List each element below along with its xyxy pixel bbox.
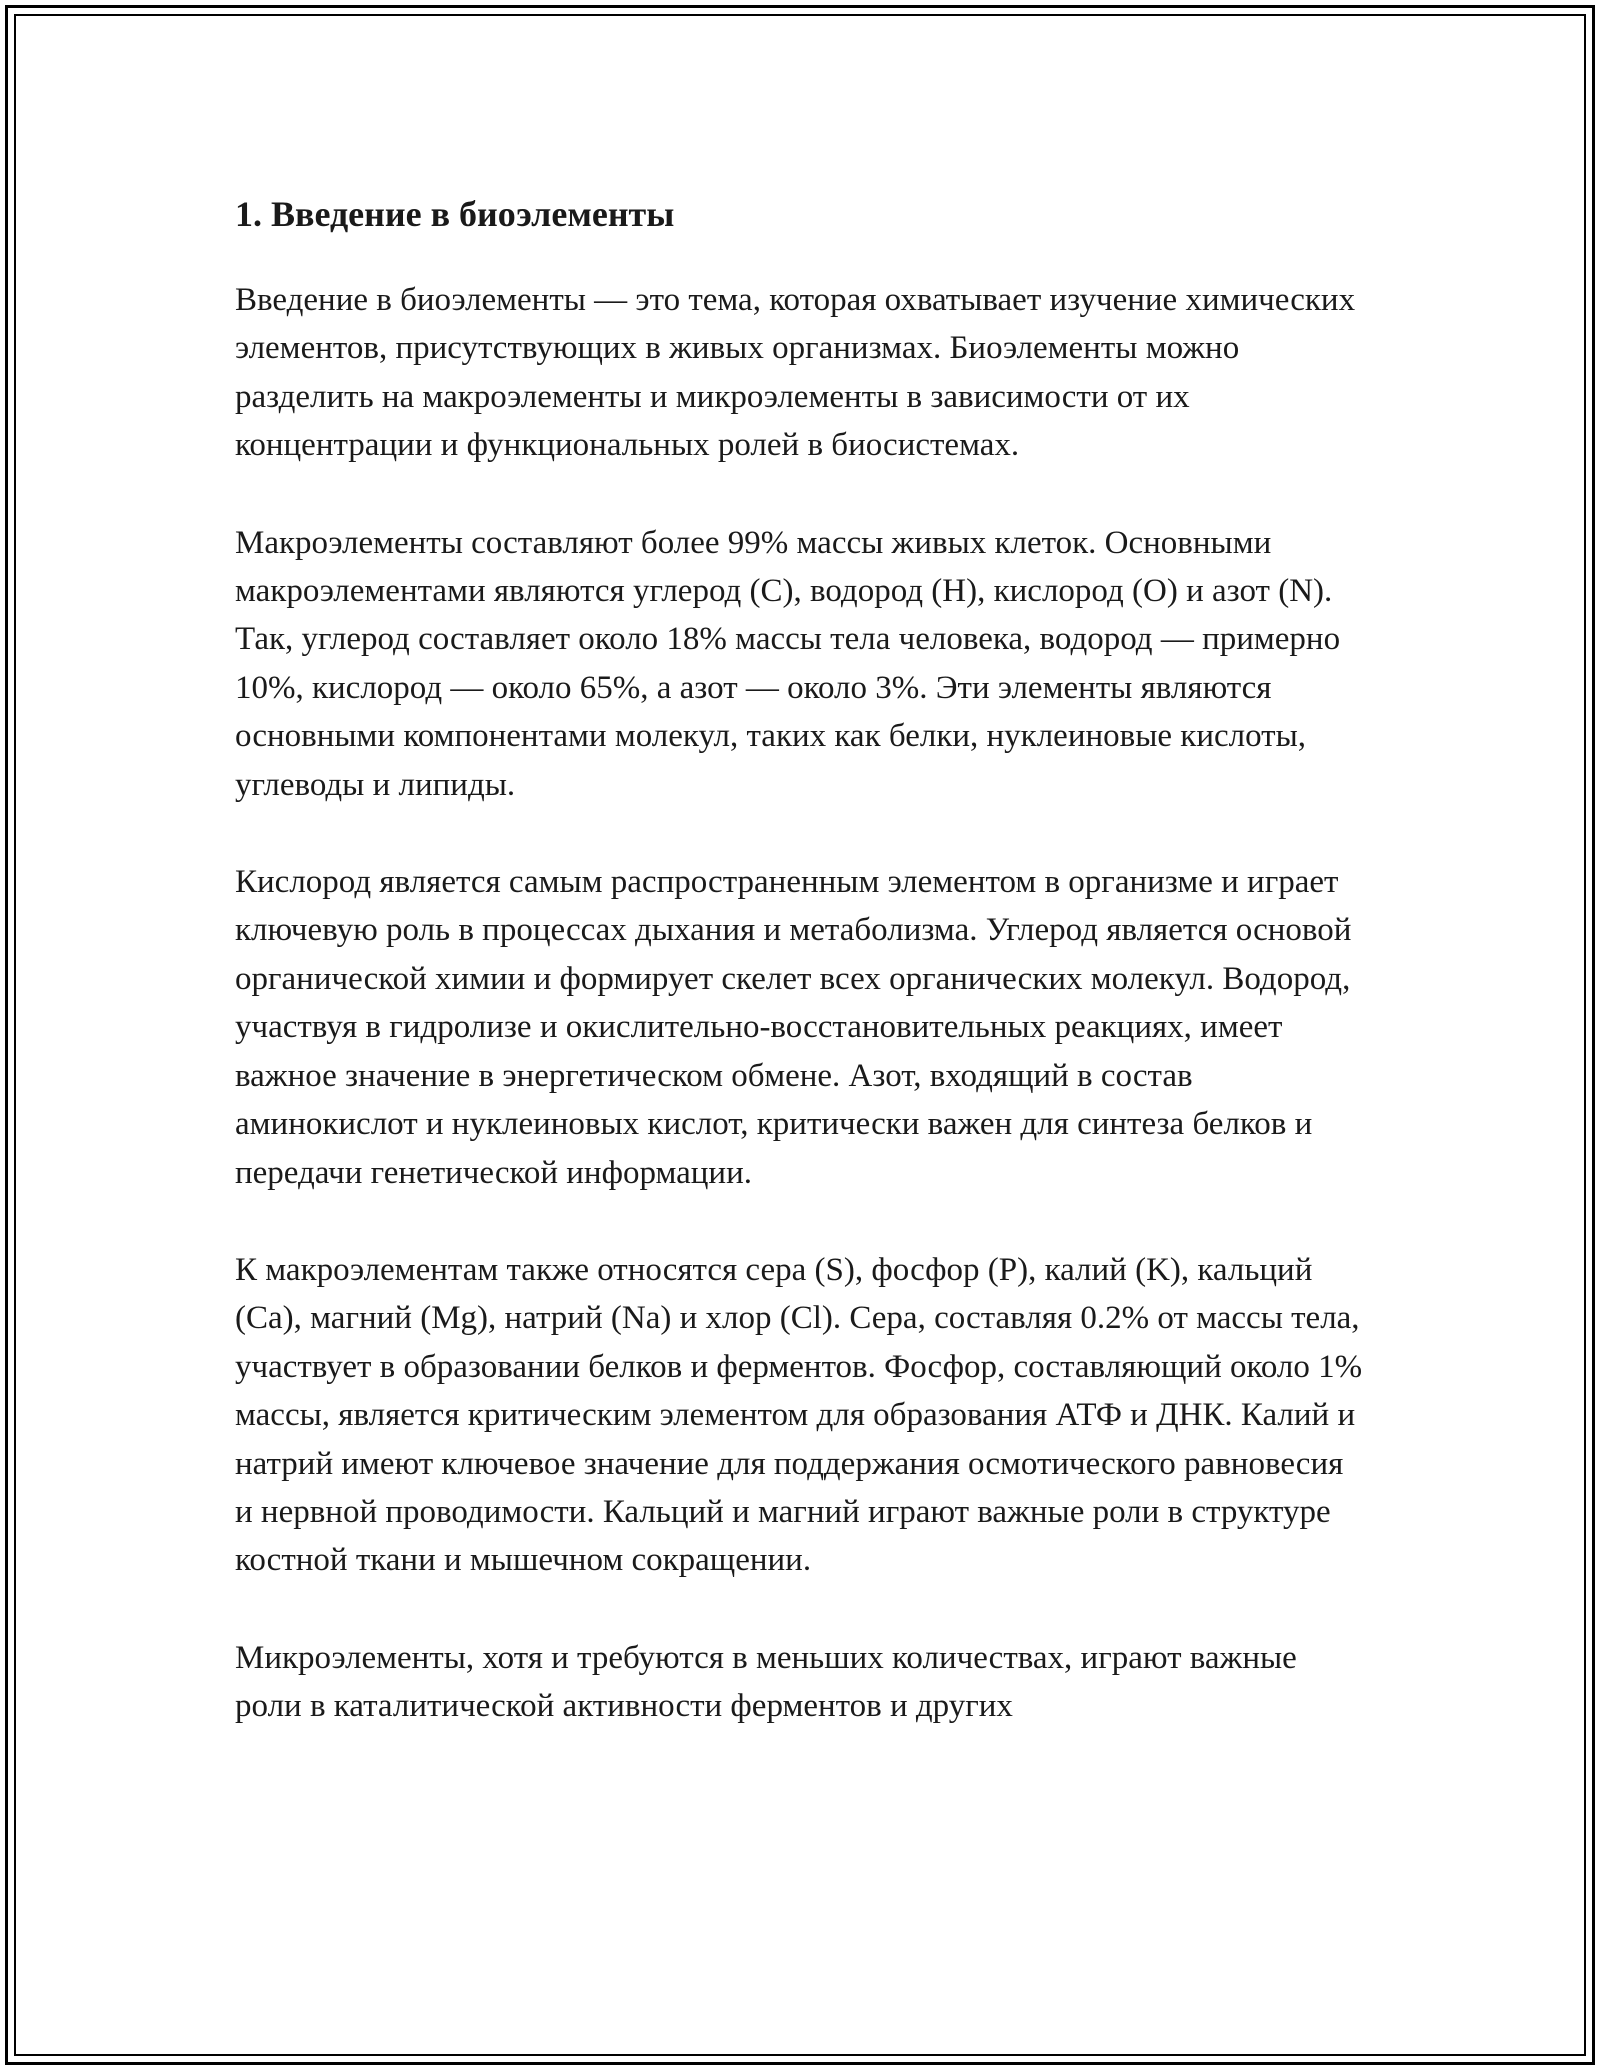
paragraph-macroelements: Макроэлементы составляют более 99% массы живых клеток. Основными макроэлементами являются углерод (C), водород (H), кислород (O) и азот (N). Так, углерод составляет около 18% массы тела человека, водород — примерно 10%, кислород — около 65%, а азот — около 3%. Эти элементы являются основными компонентами молекул, таких как белки, нуклеиновые кислоты, углеводы и липиды. bbox=[235, 524, 1341, 803]
paragraph-microelements: Микроэлементы, хотя и требуются в меньших количествах, играют важные роли в каталитической активности ферментов и других bbox=[235, 1639, 1297, 1725]
paragraph-other-macroelements: К макроэлементам также относятся сера (S), фосфор (P), калий (K), кальций (Ca), магний (Mg), натрий (Na) и хлор (Cl). Сера, составляя 0.2% от массы тела, участвует в образовании белков и ферментов. Фосфор, составляющий около 1% массы, является критическим элементом для образования АТФ и ДНК. Калий и натрий имеют ключевое значение для поддержания осмотического равновесия и нервной проводимости. Кальций и магний играют важные роли в структуре костной ткани и мышечном сокращении. bbox=[235, 1251, 1363, 1579]
paragraph-element-roles: Кислород является самым распространенным элементом в организме и играет ключевую роль в процессах дыхания и метаболизма. Углерод является основой органической химии и формирует скелет всех органических молекул. Водород, участвуя в гидролизе и окислительно-восстановительных реакциях, имеет важное значение в энергетическом обмене. Азот, входящий в состав аминокислот и нуклеиновых кислот, критически важен для синтеза белков и передачи генетической информации. bbox=[235, 864, 1352, 1191]
section-title: 1. Введение в биоэлементы bbox=[235, 194, 675, 234]
document-body bbox=[235, 186, 1365, 1780]
paragraph-intro: Введение в биоэлементы — это тема, которая охватывает изучение химических элементов, присутствующих в живых организмах. Биоэлементы можно разделить на макроэлементы и микроэлементы в зависимости от их концентрации и функциональных ролей в биосистемах. bbox=[235, 282, 1356, 464]
